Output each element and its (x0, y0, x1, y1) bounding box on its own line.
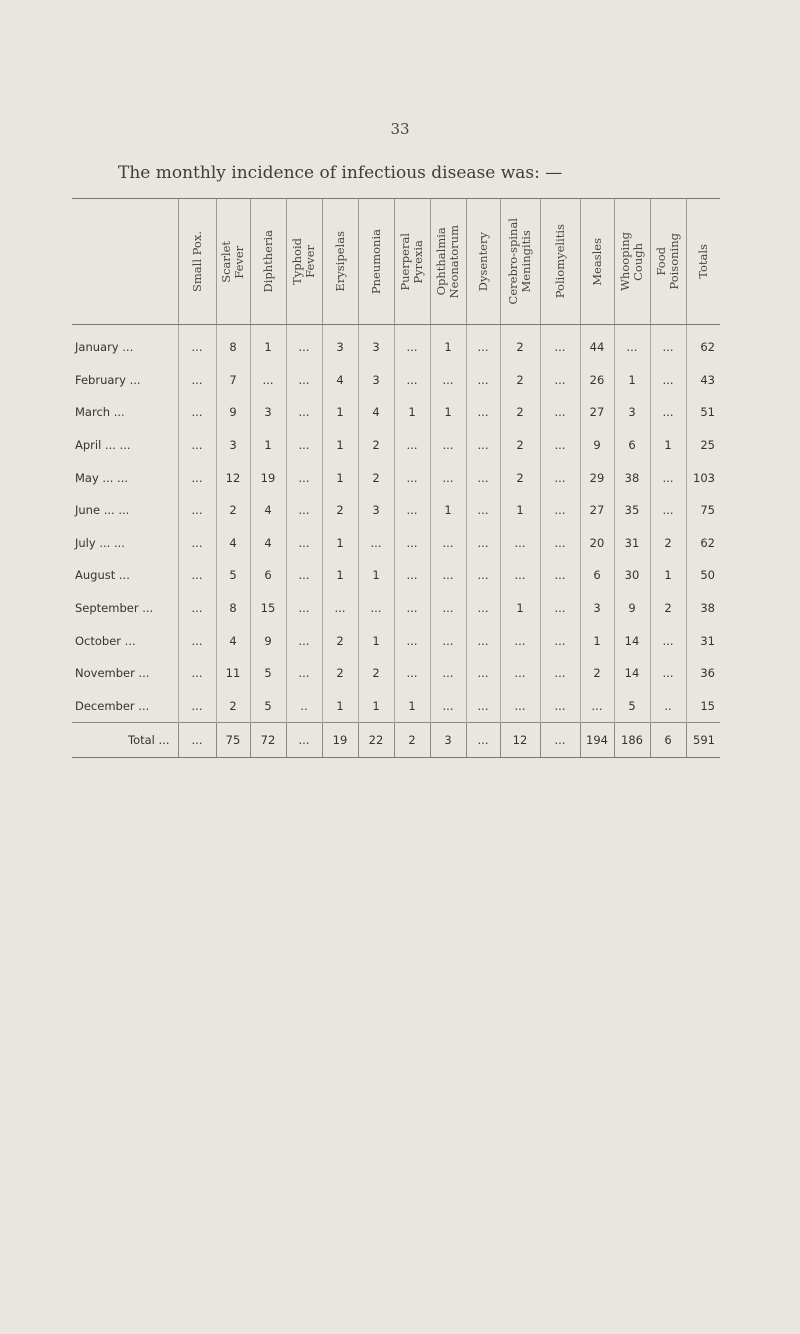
table-cell: 36 (686, 657, 720, 690)
table-cell: ... (286, 527, 322, 560)
table-cell: ... (430, 657, 466, 690)
table-cell: ... (540, 592, 580, 625)
table-cell: ... (500, 527, 540, 560)
table-cell: ... (466, 657, 500, 690)
table-cell: ... (466, 325, 500, 364)
table-cell: ... (178, 494, 216, 527)
column-header-label: Poliomyelitis (552, 224, 567, 299)
table-cell: 35 (614, 494, 650, 527)
table-cell: 2 (322, 494, 358, 527)
table-cell: 75 (686, 494, 720, 527)
table-cell: ... (430, 364, 466, 397)
table-cell: ... (540, 494, 580, 527)
table-cell: 2 (650, 592, 686, 625)
table-cell: ... (286, 429, 322, 462)
table-cell: 1 (358, 624, 394, 657)
table-cell: 19 (250, 461, 286, 494)
table-cell: ... (466, 364, 500, 397)
table-cell: 26 (580, 364, 614, 397)
table-cell: ... (394, 657, 430, 690)
table-cell: 2 (500, 325, 540, 364)
month-label: April ... ... (75, 438, 131, 453)
column-header (394, 199, 430, 325)
table-cell: 1 (500, 592, 540, 625)
table-cell: 44 (580, 325, 614, 364)
table-cell: ... (286, 559, 322, 592)
table-cell: 12 (216, 461, 250, 494)
total-cell: 19 (322, 723, 358, 758)
table-cell: ... (540, 461, 580, 494)
month-label: February ... (75, 372, 141, 387)
total-cell: 194 (580, 723, 614, 758)
table-cell: .. (650, 690, 686, 723)
table-cell: 1 (650, 559, 686, 592)
table-cell: 9 (250, 624, 286, 657)
table-cell: 2 (580, 657, 614, 690)
table-row (72, 364, 720, 397)
column-header (178, 199, 216, 325)
column-header-label: Whooping Cough (618, 232, 645, 291)
table-cell: ... (614, 325, 650, 364)
total-cell: 72 (250, 723, 286, 758)
table-cell: ... (394, 325, 430, 364)
table-cell: 2 (216, 690, 250, 723)
table-cell: 3 (358, 494, 394, 527)
table-cell: ... (650, 624, 686, 657)
table-cell: ... (394, 592, 430, 625)
table-cell: 8 (216, 592, 250, 625)
table-cell: ... (394, 461, 430, 494)
table-cell: ... (430, 461, 466, 494)
total-cell: 75 (216, 723, 250, 758)
table-cell: ... (466, 527, 500, 560)
table-cell: ... (540, 364, 580, 397)
table-cell: ... (466, 429, 500, 462)
total-cell: 3 (430, 723, 466, 758)
total-cell: 2 (394, 723, 430, 758)
table-cell: 38 (686, 592, 720, 625)
table-cell: 1 (580, 624, 614, 657)
table-cell: ... (178, 527, 216, 560)
table-cell: 103 (686, 461, 720, 494)
column-header-label: Diphtheria (260, 230, 275, 293)
table-row (72, 657, 720, 690)
table-cell: ... (580, 690, 614, 723)
table-cell: 5 (216, 559, 250, 592)
column-header-label: Puerperal Pyrexia (398, 232, 425, 291)
table-cell: ... (286, 494, 322, 527)
page-heading: The monthly incidence of infectious disease was: — (118, 163, 563, 183)
month-label: March ... (75, 405, 125, 420)
table-cell: ... (540, 559, 580, 592)
month-label: November ... (75, 666, 150, 681)
table-cell: 62 (686, 325, 720, 364)
table-cell: 2 (500, 396, 540, 429)
table-row (72, 624, 720, 657)
table-cell: 62 (686, 527, 720, 560)
table-cell: ... (394, 494, 430, 527)
table-cell: 29 (580, 461, 614, 494)
table-cell: ... (466, 396, 500, 429)
incidence-table (72, 198, 720, 758)
table-cell: 2 (500, 429, 540, 462)
table-cell: 2 (358, 657, 394, 690)
table-cell: 1 (322, 429, 358, 462)
table-cell: 1 (250, 325, 286, 364)
table-row (72, 690, 720, 723)
table-cell: 1 (394, 396, 430, 429)
table-cell: 8 (216, 325, 250, 364)
table-cell: 3 (358, 364, 394, 397)
table-cell: 6 (580, 559, 614, 592)
total-cell: ... (178, 723, 216, 758)
table-cell: ... (540, 396, 580, 429)
table-cell: ... (540, 527, 580, 560)
table-cell: ... (650, 461, 686, 494)
table-row (72, 494, 720, 527)
table-cell: 1 (500, 494, 540, 527)
table-cell: 1 (650, 429, 686, 462)
table-cell: 3 (358, 325, 394, 364)
month-label: August ... (75, 568, 130, 583)
column-header (358, 199, 394, 325)
table-cell: 4 (358, 396, 394, 429)
table-cell: ... (178, 657, 216, 690)
table-cell: 20 (580, 527, 614, 560)
table-cell: 1 (322, 527, 358, 560)
column-header (250, 199, 286, 325)
column-header (500, 199, 540, 325)
table-cell: ... (540, 325, 580, 364)
table-cell: 4 (250, 494, 286, 527)
table-cell: 6 (614, 429, 650, 462)
table-cell: ... (394, 364, 430, 397)
table-cell: .. (286, 690, 322, 723)
column-header (686, 199, 720, 325)
table-cell: 2 (322, 624, 358, 657)
table-cell: 4 (216, 527, 250, 560)
table-cell: 30 (614, 559, 650, 592)
table-cell: 31 (614, 527, 650, 560)
table-cell: ... (286, 592, 322, 625)
table-cell: ... (500, 657, 540, 690)
table-cell: 50 (686, 559, 720, 592)
table-cell: ... (178, 396, 216, 429)
column-header-label: Dysentery (475, 231, 490, 292)
table-cell: ... (650, 657, 686, 690)
table-cell: ... (358, 592, 394, 625)
header-row (72, 199, 720, 325)
table-row (72, 527, 720, 560)
month-label: May ... ... (75, 470, 129, 485)
table-cell: ... (430, 592, 466, 625)
table-cell: ... (178, 559, 216, 592)
table-cell: 3 (580, 592, 614, 625)
table-cell: 38 (614, 461, 650, 494)
table-cell: 25 (686, 429, 720, 462)
total-cell: 591 (686, 723, 720, 758)
table-row (72, 461, 720, 494)
month-label: June ... ... (75, 503, 130, 518)
table-cell: ... (466, 592, 500, 625)
column-header (216, 199, 250, 325)
table-cell: 4 (216, 624, 250, 657)
table-cell: ... (394, 624, 430, 657)
table-cell: 9 (614, 592, 650, 625)
total-cell: ... (466, 723, 500, 758)
table-cell: 27 (580, 396, 614, 429)
table-body (72, 325, 720, 723)
table-cell: 5 (614, 690, 650, 723)
total-cell: 22 (358, 723, 394, 758)
column-header-label: Totals (695, 244, 710, 279)
table-cell: ... (178, 429, 216, 462)
table-cell: ... (286, 624, 322, 657)
table-cell: 1 (322, 690, 358, 723)
table-cell: ... (500, 624, 540, 657)
table-cell: 5 (250, 690, 286, 723)
table-cell: 3 (250, 396, 286, 429)
column-header (540, 199, 580, 325)
total-cell: ... (540, 723, 580, 758)
total-label: Total ... (72, 723, 178, 758)
month-label: July ... ... (75, 535, 125, 550)
table-cell: ... (500, 690, 540, 723)
table-cell: ... (540, 690, 580, 723)
table-cell: 1 (394, 690, 430, 723)
table-cell: 2 (500, 364, 540, 397)
table-cell: ... (430, 429, 466, 462)
month-label: January ... (75, 340, 134, 355)
column-header (650, 199, 686, 325)
table-cell: ... (178, 325, 216, 364)
table-cell: 3 (216, 429, 250, 462)
table-cell: 2 (500, 461, 540, 494)
column-header (614, 199, 650, 325)
column-header-label: Scarlet Fever (219, 240, 246, 283)
header-month (72, 199, 178, 325)
table-cell: ... (466, 461, 500, 494)
table-cell: 2 (358, 429, 394, 462)
table-cell: ... (178, 624, 216, 657)
table-cell: ... (430, 690, 466, 723)
month-label: December ... (75, 698, 150, 713)
month-label: September ... (75, 601, 154, 616)
table-cell: 7 (216, 364, 250, 397)
table-cell: ... (430, 527, 466, 560)
table-row (72, 325, 720, 364)
column-header (430, 199, 466, 325)
table-cell: 14 (614, 657, 650, 690)
table-cell: 11 (216, 657, 250, 690)
table-cell: 1 (358, 690, 394, 723)
table-cell: 15 (250, 592, 286, 625)
table-cell: ... (358, 527, 394, 560)
total-cell: 12 (500, 723, 540, 758)
table-cell: 1 (322, 396, 358, 429)
table-cell: ... (178, 690, 216, 723)
total-row (72, 723, 720, 758)
table-cell: 4 (250, 527, 286, 560)
table-cell: 6 (250, 559, 286, 592)
column-header-label: Erysipelas (332, 231, 347, 292)
table-cell: ... (500, 559, 540, 592)
total-cell: 6 (650, 723, 686, 758)
table-cell: 9 (580, 429, 614, 462)
table-cell: ... (466, 624, 500, 657)
table-cell: ... (286, 396, 322, 429)
table-cell: ... (466, 559, 500, 592)
table-cell: 15 (686, 690, 720, 723)
column-header (466, 199, 500, 325)
table-cell: ... (466, 494, 500, 527)
table-cell: ... (540, 657, 580, 690)
table-cell: 2 (358, 461, 394, 494)
table-cell: ... (286, 325, 322, 364)
column-header-label: Measles (589, 237, 604, 286)
table-cell: 51 (686, 396, 720, 429)
table-cell: 5 (250, 657, 286, 690)
table-cell: 2 (650, 527, 686, 560)
column-header-label: Food Poisoning (654, 233, 681, 290)
table-cell: ... (540, 624, 580, 657)
table-cell: 3 (322, 325, 358, 364)
table-cell: 31 (686, 624, 720, 657)
table-cell: ... (650, 325, 686, 364)
month-label: October ... (75, 633, 136, 648)
table-cell: ... (250, 364, 286, 397)
table-cell: 3 (614, 396, 650, 429)
table-cell: 1 (250, 429, 286, 462)
table-cell: 9 (216, 396, 250, 429)
table-row (72, 396, 720, 429)
table-cell: 14 (614, 624, 650, 657)
column-header-label: Ophthalmia Neonatorum (434, 224, 461, 299)
incidence-table-container (72, 198, 720, 758)
table-cell: 43 (686, 364, 720, 397)
table-cell: ... (650, 396, 686, 429)
table-cell: ... (430, 624, 466, 657)
table-cell: ... (650, 494, 686, 527)
table-row (72, 559, 720, 592)
column-header (286, 199, 322, 325)
table-cell: ... (540, 429, 580, 462)
table-cell: ... (178, 364, 216, 397)
table-cell: 1 (430, 396, 466, 429)
table-cell: 1 (322, 461, 358, 494)
column-header (322, 199, 358, 325)
table-cell: 4 (322, 364, 358, 397)
table-cell: 2 (322, 657, 358, 690)
table-cell: ... (322, 592, 358, 625)
page-number: 33 (390, 120, 410, 138)
table-cell: 2 (216, 494, 250, 527)
column-header-label: Cerebro-spinal Meningitis (506, 218, 533, 305)
column-header-label: Pneumonia (368, 228, 383, 295)
column-header (580, 199, 614, 325)
column-header-label: Small Pox. (189, 231, 204, 292)
table-cell: 1 (430, 325, 466, 364)
table-cell: 1 (430, 494, 466, 527)
total-cell: ... (286, 723, 322, 758)
table-cell: ... (178, 592, 216, 625)
table-cell: ... (286, 461, 322, 494)
table-cell: ... (286, 657, 322, 690)
total-cell: 186 (614, 723, 650, 758)
table-row (72, 429, 720, 462)
table-cell: 27 (580, 494, 614, 527)
table-cell: 1 (358, 559, 394, 592)
table-cell: ... (650, 364, 686, 397)
table-cell: ... (430, 559, 466, 592)
table-cell: 1 (614, 364, 650, 397)
table-row (72, 592, 720, 625)
table-cell: ... (178, 461, 216, 494)
table-cell: ... (466, 690, 500, 723)
table-cell: ... (394, 527, 430, 560)
table-cell: ... (394, 559, 430, 592)
table-cell: 1 (322, 559, 358, 592)
table-cell: ... (286, 364, 322, 397)
table-cell: ... (394, 429, 430, 462)
column-header-label: Typhoid Fever (290, 238, 317, 285)
